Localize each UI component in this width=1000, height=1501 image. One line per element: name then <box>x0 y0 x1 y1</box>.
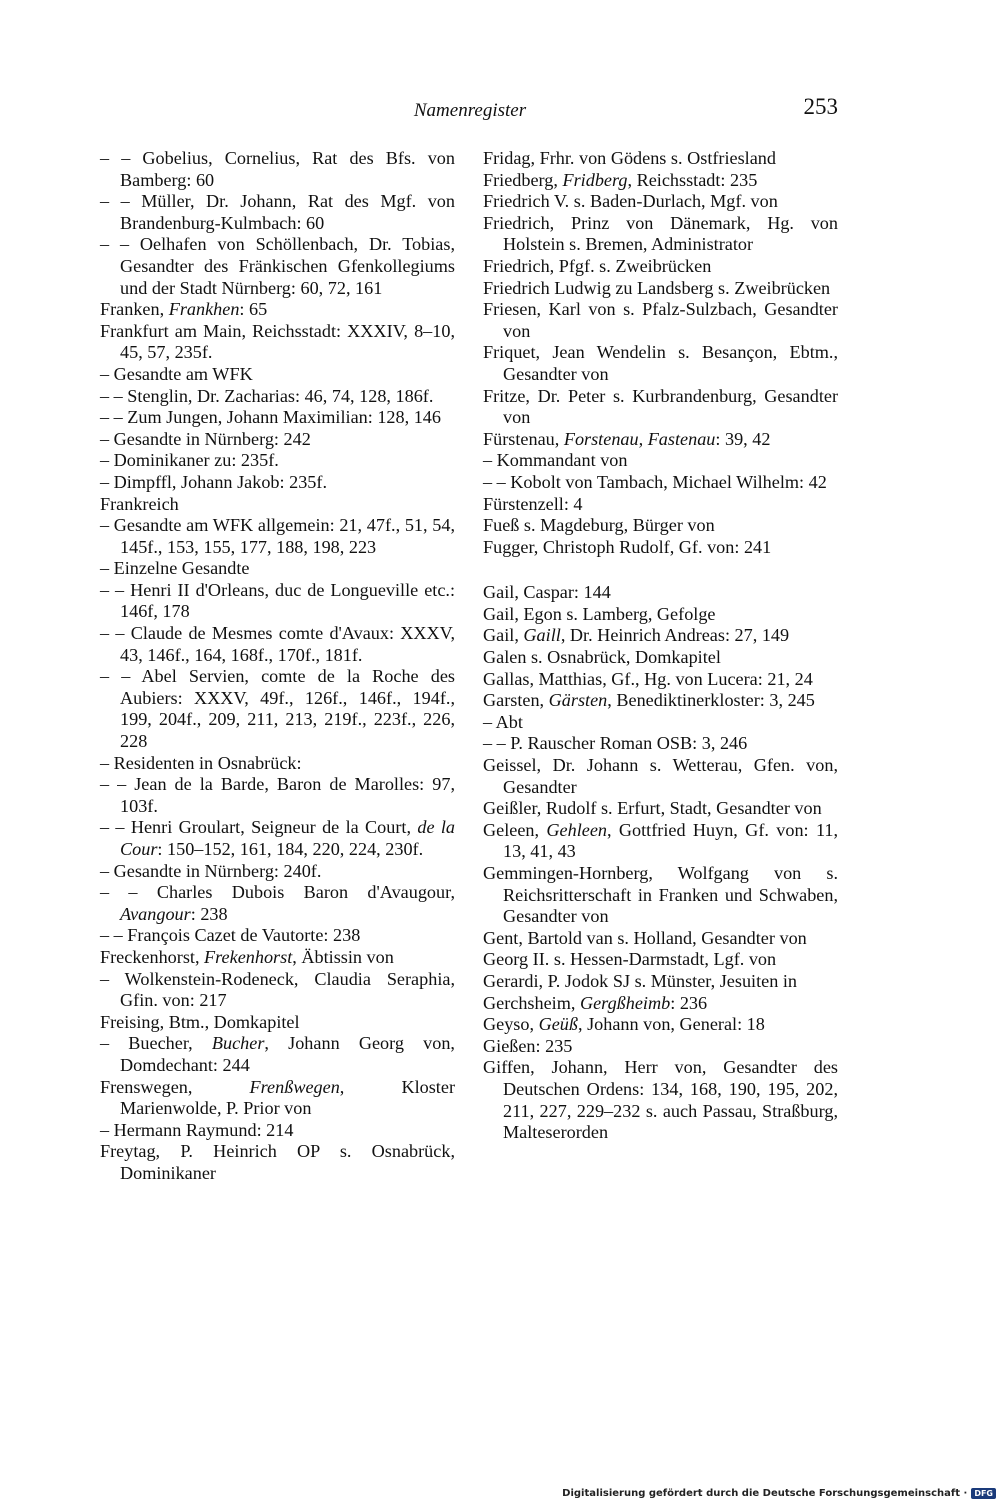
index-entry: Geissel, Dr. Johann s. Wetterau, Gfen. von, Gesandter <box>483 755 838 797</box>
index-entry: Friquet, Jean Wendelin s. Besançon, Ebtm., Gesandter von <box>483 342 838 384</box>
index-entry: Frankreich <box>100 493 179 514</box>
index-entry: Gail, Caspar: 144 <box>483 582 611 603</box>
index-entry: – – Gobelius, Cornelius, Rat des Bfs. von Bamberg: 60 <box>100 148 455 190</box>
index-entry: – Residenten in Osnabrück: <box>100 752 302 773</box>
index-entry: Fridag, Frhr. von Gödens s. Ostfriesland <box>483 148 776 168</box>
index-entry: Gail, Gaill, Dr. Heinrich Andreas: 27, 149 <box>483 625 790 646</box>
index-entry: – – Henri II d'Orleans, duc de Longueville etc.: 146f, 178 <box>100 579 455 622</box>
index-entry: – Wolkenstein-Rodeneck, Claudia Seraphia, Gfin. von: 217 <box>100 968 455 1011</box>
index-entry: Giffen, Johann, Herr von, Gesandter des Deutschen Ordens: 134, 168, 190, 195, 202, 211, 227, 229–232 s. auch Passau, Straßburg, Malteserorden <box>483 1057 838 1143</box>
index-entry: Fürstenau, Forstenau, Fastenau: 39, 42 <box>483 428 771 449</box>
dfg-logo: DFG <box>971 1488 996 1499</box>
index-entry: – – Charles Dubois Baron d'Avaugour, Avangour: 238 <box>100 882 455 924</box>
index-entry: – – Kobolt von Tambach, Michael Wilhelm: 42 <box>483 471 827 492</box>
index-entry: – Gesandte in Nürnberg: 242 <box>100 428 311 449</box>
index-entry: Frankfurt am Main, Reichsstadt: XXXIV, 8–10, 45, 57, 235f. <box>100 320 455 363</box>
index-entry: Friedrich V. s. Baden-Durlach, Mgf. von <box>483 191 778 212</box>
index-entry: Gemmingen-Hornberg, Wolfgang von s. Reichsritterschaft in Franken und Schwaben, Gesandter von <box>483 863 838 927</box>
index-entry: Gent, Bartold van s. Holland, Gesandter von <box>483 927 807 948</box>
section-gap <box>483 558 838 582</box>
index-entry: – Gesandte am WFK allgemein: 21, 47f., 51, 54, 145f., 153, 155, 177, 188, 198, 223 <box>100 515 455 557</box>
index-entry: Friedrich Ludwig zu Landsberg s. Zweibrücken <box>483 277 831 298</box>
index-entry: Fueß s. Magdeburg, Bürger von <box>483 515 715 536</box>
index-entry: Garsten, Gärsten, Benediktinerkloster: 3, 245 <box>483 690 815 711</box>
index-entry: – Gesandte am WFK <box>100 363 253 384</box>
index-entry: – – Henri Groulart, Seigneur de la Court, de la Cour: 150–152, 161, 184, 220, 224, 230f. <box>100 817 455 859</box>
index-entry: Gerardi, P. Jodok SJ s. Münster, Jesuiten in <box>483 970 798 991</box>
index-entry: Gerchsheim, Gergßheimb: 236 <box>483 992 708 1013</box>
index-entry: Galen s. Osnabrück, Domkapitel <box>483 647 721 668</box>
index-entry: – Kommandant von <box>483 450 628 471</box>
index-entry: – Einzelne Gesandte <box>100 558 250 579</box>
index-entry: Gail, Egon s. Lamberg, Gefolge <box>483 603 716 624</box>
dfg-footer <box>562 1488 996 1499</box>
index-entry: – Buecher, Bucher, Johann Georg von, Domdechant: 244 <box>100 1033 455 1075</box>
index-entry: – Dominikaner zu: 235f. <box>100 450 279 471</box>
index-entry: Friedrich, Pfgf. s. Zweibrücken <box>483 255 712 276</box>
index-entry: Fritze, Dr. Peter s. Kurbrandenburg, Gesandter von <box>483 385 838 428</box>
index-entry: – – Zum Jungen, Johann Maximilian: 128, 146 <box>100 407 441 428</box>
index-entry: Fürstenzell: 4 <box>483 493 583 514</box>
index-entry: Fugger, Christoph Rudolf, Gf. von: 241 <box>483 536 772 557</box>
index-entry: Geleen, Gehleen, Gottfried Huyn, Gf. von: 11, 13, 41, 43 <box>483 819 838 862</box>
index-entry: – Dimpffl, Johann Jakob: 235f. <box>100 471 327 492</box>
index-entry: Geyso, Geüß, Johann von, General: 18 <box>483 1014 765 1035</box>
index-entry: Franken, Frankhen: 65 <box>100 299 268 320</box>
index-column-right <box>483 148 838 1144</box>
footer-text: Digitalisierung gefördert durch die Deutsche Forschungsgemeinschaft · <box>562 1488 968 1499</box>
index-entry: – – Müller, Dr. Johann, Rat des Mgf. von Brandenburg-Kulmbach: 60 <box>100 191 455 233</box>
index-section-g <box>483 582 838 1143</box>
index-entry: Frenswegen, Frenßwegen, Kloster Marienwolde, P. Prior von <box>100 1076 455 1119</box>
index-entry: Freising, Btm., Domkapitel <box>100 1011 300 1032</box>
page-number: 253 <box>803 94 838 119</box>
index-entry: Friesen, Karl von s. Pfalz-Sulzbach, Gesandter von <box>483 299 838 341</box>
index-entry: Friedberg, Fridberg, Reichsstadt: 235 <box>483 169 758 190</box>
index-entry: – Hermann Raymund: 214 <box>100 1119 294 1140</box>
index-entry: – – Claude de Mesmes comte d'Avaux: XXXV, 43, 146f., 164, 168f., 170f., 181f. <box>100 623 455 665</box>
index-entry: – Gesandte in Nürnberg: 240f. <box>100 860 322 881</box>
index-entry: – – P. Rauscher Roman OSB: 3, 246 <box>483 733 748 754</box>
index-entry: Freytag, P. Heinrich OP s. Osnabrück, Dominikaner <box>100 1141 455 1183</box>
index-section-f <box>483 148 838 558</box>
index-entry: – – François Cazet de Vautorte: 238 <box>100 925 361 946</box>
index-column-left <box>100 148 455 1185</box>
index-entry: Georg II. s. Hessen-Darmstadt, Lgf. von <box>483 949 777 970</box>
index-entry: – Abt <box>483 711 523 732</box>
page-title: Namenregister <box>413 100 527 121</box>
index-entry: Freckenhorst, Frekenhorst, Äbtissin von <box>100 946 394 967</box>
index-entry: – – Oelhafen von Schöllenbach, Dr. Tobias, Gesandter des Fränkischen Gfenkollegiums und der Stadt Nürnberg: 60, 72, 161 <box>100 234 455 298</box>
index-entry: – – Abel Servien, comte de la Roche des Aubiers: XXXV, 49f., 126f., 146f., 194f., 199, 204f., 209, 211, 213, 219f., 223f., 226, 228 <box>100 666 455 752</box>
index-entry: Friedrich, Prinz von Dänemark, Hg. von Holstein s. Bremen, Administrator <box>483 212 838 255</box>
index-entry: – – Stenglin, Dr. Zacharias: 46, 74, 128, 186f. <box>100 385 434 406</box>
index-entry: – – Jean de la Barde, Baron de Marolles: 97, 103f. <box>100 774 455 816</box>
index-entry: Gießen: 235 <box>483 1035 573 1056</box>
index-entry: Gallas, Matthias, Gf., Hg. von Lucera: 21, 24 <box>483 668 813 689</box>
index-entry: Geißler, Rudolf s. Erfurt, Stadt, Gesandter von <box>483 798 822 819</box>
